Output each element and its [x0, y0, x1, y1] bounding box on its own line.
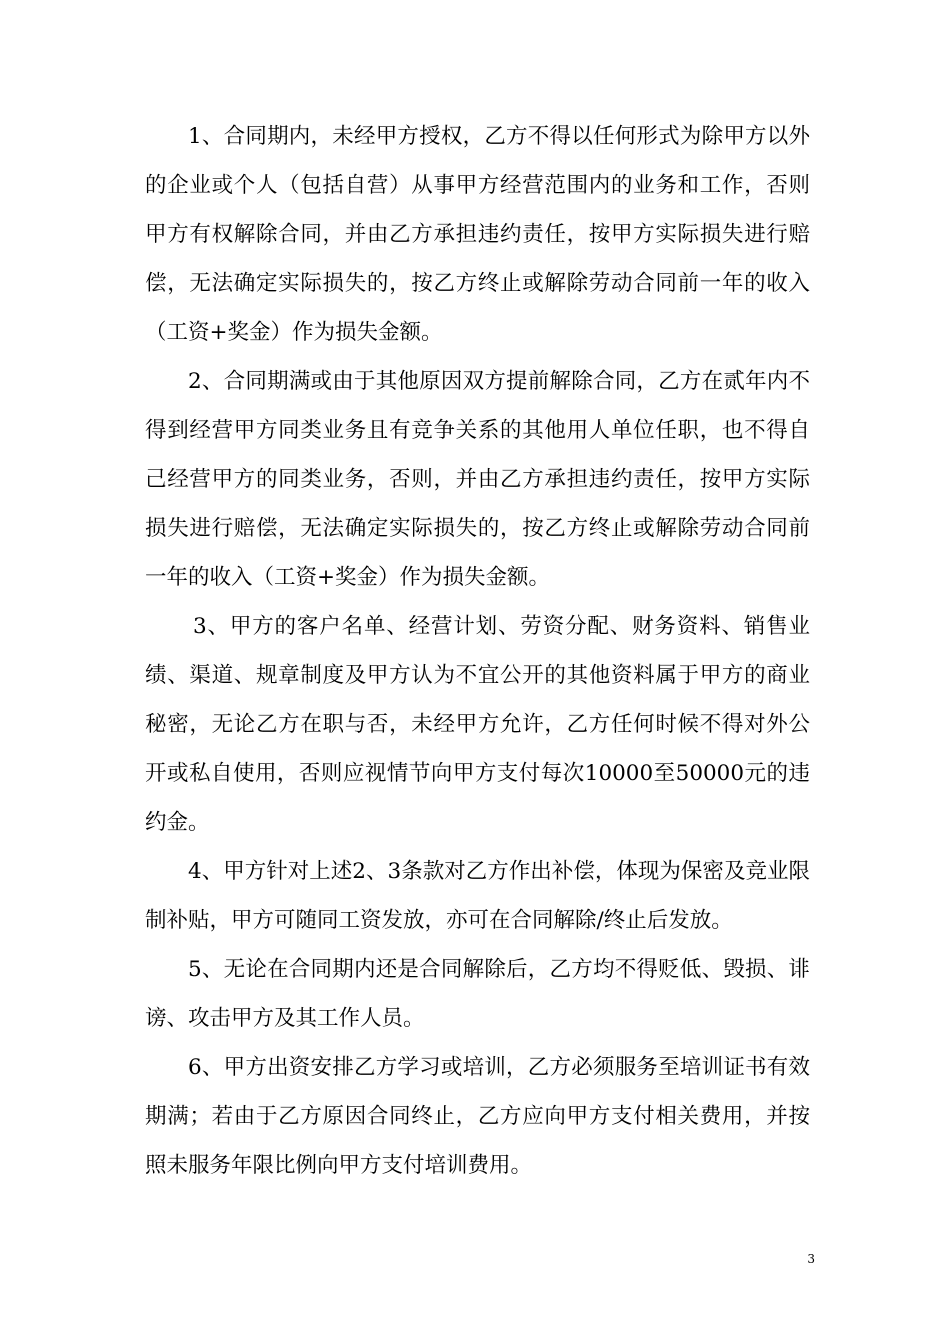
clause-5: 5、无论在合同期内还是合同解除后，乙方均不得贬低、毁损、诽谤、攻击甲方及其工作人员。	[145, 957, 810, 1031]
clause-4: 4、甲方针对上述2、3条款对乙方作出补偿，体现为保密及竞业限制补贴，甲方可随同工资发放，亦可在合同解除/终止后发放。	[145, 859, 810, 933]
page-number: 3	[807, 1252, 815, 1266]
document-body	[145, 112, 810, 1190]
clause-1: 1、合同期内，未经甲方授权，乙方不得以任何形式为除甲方以外的企业或个人（包括自营）从事甲方经营范围内的业务和工作，否则甲方有权解除合同，并由乙方承担违约责任，按甲方实际损失进行赔偿，无法确定实际损失的，按乙方终止或解除劳动合同前一年的收入（工资+奖金）作为损失金额。	[145, 124, 810, 345]
clause-2: 2、合同期满或由于其他原因双方提前解除合同，乙方在贰年内不得到经营甲方同类业务且有竞争关系的其他用人单位任职，也不得自己经营甲方的同类业务，否则，并由乙方承担违约责任，按甲方实际损失进行赔偿，无法确定实际损失的，按乙方终止或解除劳动合同前一年的收入（工资+奖金）作为损失金额。	[145, 369, 810, 590]
clause-3: 3、甲方的客户名单、经营计划、劳资分配、财务资料、销售业绩、渠道、规章制度及甲方认为不宜公开的其他资料属于甲方的商业秘密，无论乙方在职与否，未经甲方允许，乙方任何时候不得对外公开或私自使用，否则应视情节向甲方支付每次10000至50000元的违约金。	[145, 614, 810, 835]
clause-6: 6、甲方出资安排乙方学习或培训，乙方必须服务至培训证书有效期满；若由于乙方原因合同终止，乙方应向甲方支付相关费用，并按照未服务年限比例向甲方支付培训费用。	[145, 1055, 810, 1178]
